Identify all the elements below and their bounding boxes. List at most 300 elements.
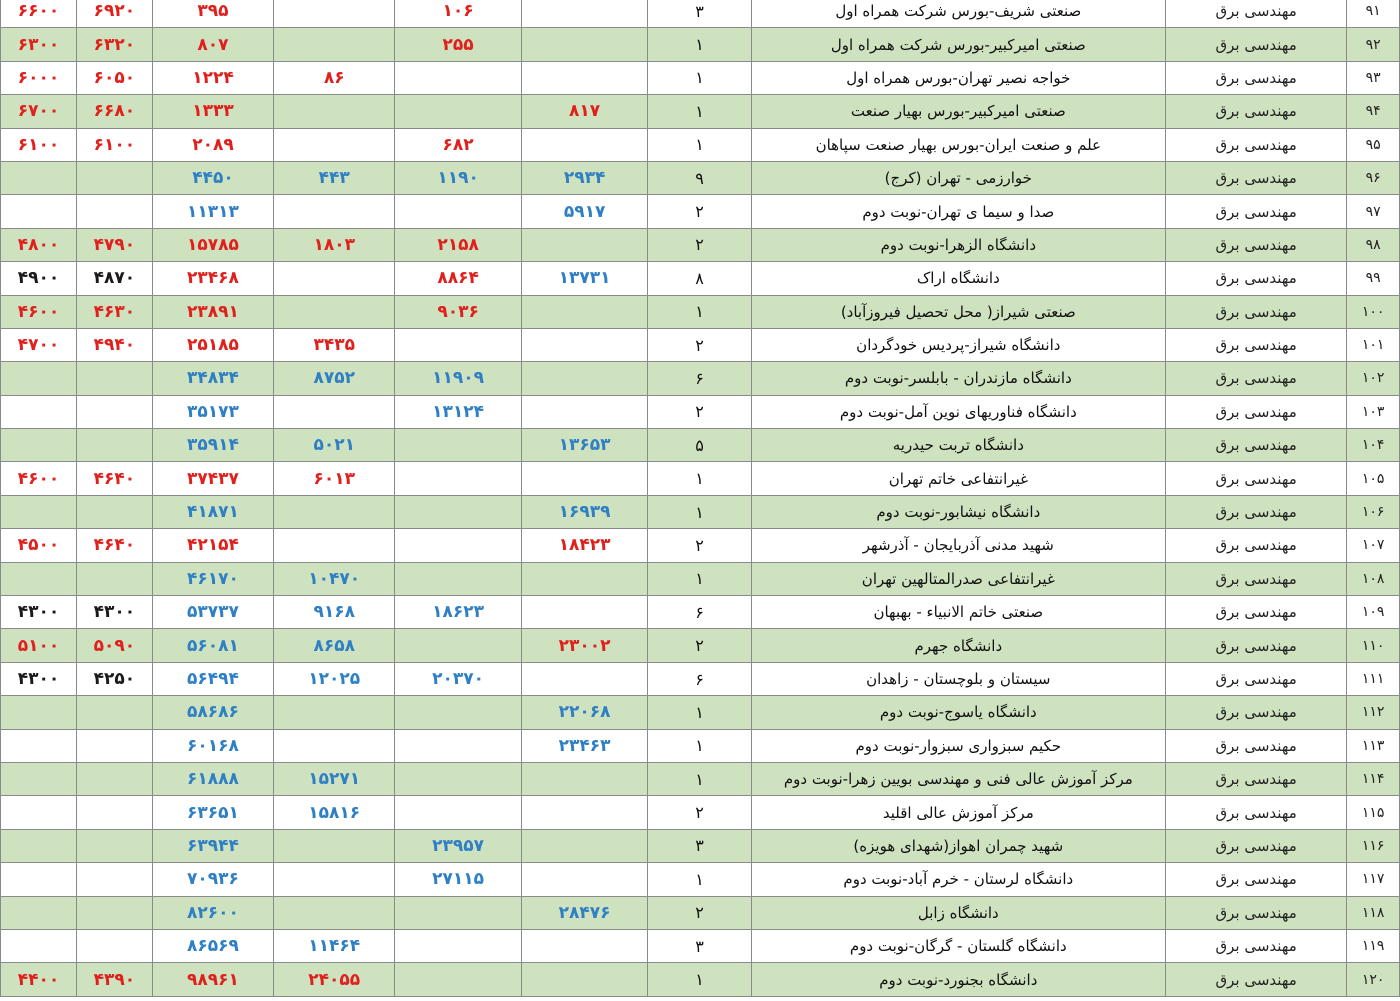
rank-col-3-cell: ۹۱۶۸	[274, 596, 395, 629]
university-cell: صدا و سیما ی تهران-نوبت دوم	[751, 195, 1165, 228]
last-rank-cell: ۸۶۵۶۹	[152, 929, 273, 962]
table-row	[1, 963, 1400, 996]
score-1-cell: ۴۶۳۰	[76, 295, 152, 328]
rank-col-1-cell: ۸۱۷	[521, 95, 648, 128]
university-cell: دانشگاه گلستان - گرگان-نوبت دوم	[751, 929, 1165, 962]
row-number-cell: ۱۰۹	[1347, 596, 1400, 629]
score-2-cell: ۶۶۰۰	[1, 0, 77, 28]
table-row	[1, 395, 1400, 428]
rank-col-1-cell: ۱۸۴۲۳	[521, 529, 648, 562]
score-1-cell	[76, 896, 152, 929]
rank-col-3-cell: ۸۶۵۸	[274, 629, 395, 662]
score-1-cell: ۶۹۲۰	[76, 0, 152, 28]
row-number-cell: ۱۱۲	[1347, 696, 1400, 729]
score-1-cell: ۴۳۰۰	[76, 596, 152, 629]
rank-col-3-cell	[274, 729, 395, 762]
rank-col-1-cell	[521, 829, 648, 862]
rank-col-3-cell	[274, 829, 395, 862]
major-cell: مهندسی برق	[1165, 762, 1346, 795]
rank-col-2-cell	[395, 95, 522, 128]
row-number-cell: ۹۱	[1347, 0, 1400, 28]
score-2-cell	[1, 195, 77, 228]
major-cell: مهندسی برق	[1165, 662, 1346, 695]
last-rank-cell: ۶۰۱۶۸	[152, 729, 273, 762]
row-number-cell: ۱۰۶	[1347, 495, 1400, 528]
rank-col-1-cell	[521, 362, 648, 395]
last-rank-cell: ۲۵۱۸۵	[152, 328, 273, 361]
rank-col-2-cell	[395, 562, 522, 595]
rank-col-1-cell	[521, 295, 648, 328]
last-rank-cell: ۳۷۴۳۷	[152, 462, 273, 495]
rank-col-3-cell: ۱۸۰۳	[274, 228, 395, 261]
score-1-cell: ۶۰۵۰	[76, 61, 152, 94]
capacity-cell: ۵	[648, 429, 751, 462]
capacity-cell: ۲	[648, 629, 751, 662]
table-row	[1, 161, 1400, 194]
last-rank-cell: ۳۴۸۳۴	[152, 362, 273, 395]
major-cell: مهندسی برق	[1165, 596, 1346, 629]
rank-col-3-cell	[274, 529, 395, 562]
major-cell: مهندسی برق	[1165, 829, 1346, 862]
rank-col-3-cell	[274, 0, 395, 28]
university-cell: غیرانتفاعی صدرالمتالهین تهران	[751, 562, 1165, 595]
rank-col-1-cell	[521, 28, 648, 61]
row-number-cell: ۱۱۶	[1347, 829, 1400, 862]
last-rank-cell: ۳۵۱۷۳	[152, 395, 273, 428]
last-rank-cell: ۵۶۴۹۴	[152, 662, 273, 695]
score-1-cell	[76, 195, 152, 228]
row-number-cell: ۹۴	[1347, 95, 1400, 128]
major-cell: مهندسی برق	[1165, 863, 1346, 896]
major-cell: مهندسی برق	[1165, 629, 1346, 662]
rank-col-1-cell	[521, 128, 648, 161]
score-2-cell	[1, 495, 77, 528]
table-row	[1, 929, 1400, 962]
row-number-cell: ۹۶	[1347, 161, 1400, 194]
last-rank-cell: ۴۴۵۰	[152, 161, 273, 194]
table-row	[1, 61, 1400, 94]
capacity-cell: ۲	[648, 228, 751, 261]
score-1-cell: ۴۸۷۰	[76, 262, 152, 295]
last-rank-cell: ۴۶۱۷۰	[152, 562, 273, 595]
row-number-cell: ۱۱۸	[1347, 896, 1400, 929]
capacity-cell: ۱	[648, 28, 751, 61]
rank-col-2-cell	[395, 762, 522, 795]
rank-col-1-cell: ۱۳۷۳۱	[521, 262, 648, 295]
university-cell: شهید مدنی آذربایجان - آذرشهر	[751, 529, 1165, 562]
score-2-cell: ۶۷۰۰	[1, 95, 77, 128]
rank-col-1-cell: ۲۳۰۰۲	[521, 629, 648, 662]
score-2-cell	[1, 729, 77, 762]
row-number-cell: ۱۰۰	[1347, 295, 1400, 328]
capacity-cell: ۲	[648, 796, 751, 829]
university-cell: صنعتی خاتم الانبیاء - بهبهان	[751, 596, 1165, 629]
capacity-cell: ۱	[648, 562, 751, 595]
rank-col-3-cell: ۴۴۳	[274, 161, 395, 194]
score-1-cell: ۶۳۲۰	[76, 28, 152, 61]
score-2-cell	[1, 562, 77, 595]
last-rank-cell: ۲۳۴۶۸	[152, 262, 273, 295]
table-row	[1, 662, 1400, 695]
university-cell: دانشگاه الزهرا-نوبت دوم	[751, 228, 1165, 261]
rank-col-3-cell	[274, 262, 395, 295]
last-rank-cell: ۱۱۳۱۳	[152, 195, 273, 228]
score-1-cell	[76, 395, 152, 428]
table-row	[1, 228, 1400, 261]
score-2-cell: ۴۸۰۰	[1, 228, 77, 261]
rank-col-2-cell	[395, 529, 522, 562]
university-cell: صنعتی شریف-بورس شرکت همراه اول	[751, 0, 1165, 28]
rank-col-2-cell	[395, 696, 522, 729]
rank-col-1-cell	[521, 562, 648, 595]
rank-col-2-cell: ۹۰۳۶	[395, 295, 522, 328]
last-rank-cell: ۸۰۷	[152, 28, 273, 61]
score-1-cell	[76, 161, 152, 194]
table-row	[1, 796, 1400, 829]
major-cell: مهندسی برق	[1165, 562, 1346, 595]
row-number-cell: ۱۱۱	[1347, 662, 1400, 695]
capacity-cell: ۶	[648, 362, 751, 395]
last-rank-cell: ۵۶۰۸۱	[152, 629, 273, 662]
row-number-cell: ۱۰۸	[1347, 562, 1400, 595]
university-cell: حکیم سبزواری سبزوار-نوبت دوم	[751, 729, 1165, 762]
table-row	[1, 629, 1400, 662]
rank-col-3-cell: ۱۵۲۷۱	[274, 762, 395, 795]
row-number-cell: ۱۰۵	[1347, 462, 1400, 495]
rank-col-1-cell: ۲۲۰۶۸	[521, 696, 648, 729]
university-cell: دانشگاه شیراز-پردیس خودگردان	[751, 328, 1165, 361]
rank-col-1-cell: ۲۳۴۶۳	[521, 729, 648, 762]
rank-col-1-cell	[521, 328, 648, 361]
score-1-cell: ۴۶۴۰	[76, 462, 152, 495]
table-row	[1, 195, 1400, 228]
rank-col-3-cell: ۸۶	[274, 61, 395, 94]
score-2-cell	[1, 161, 77, 194]
table-row	[1, 0, 1400, 28]
major-cell: مهندسی برق	[1165, 729, 1346, 762]
last-rank-cell: ۶۳۹۴۴	[152, 829, 273, 862]
major-cell: مهندسی برق	[1165, 896, 1346, 929]
university-cell: دانشگاه زابل	[751, 896, 1165, 929]
rank-col-3-cell	[274, 696, 395, 729]
row-number-cell: ۹۲	[1347, 28, 1400, 61]
rank-col-2-cell	[395, 796, 522, 829]
university-cell: غیرانتفاعی خاتم تهران	[751, 462, 1165, 495]
university-cell: خوارزمی - تهران (کرج)	[751, 161, 1165, 194]
table-row	[1, 462, 1400, 495]
row-number-cell: ۱۰۱	[1347, 328, 1400, 361]
table-row	[1, 128, 1400, 161]
rank-col-3-cell	[274, 95, 395, 128]
last-rank-cell: ۶۱۸۸۸	[152, 762, 273, 795]
row-number-cell: ۱۱۵	[1347, 796, 1400, 829]
rank-col-3-cell	[274, 128, 395, 161]
rank-col-1-cell	[521, 0, 648, 28]
rank-col-2-cell	[395, 429, 522, 462]
capacity-cell: ۳	[648, 929, 751, 962]
rank-col-2-cell	[395, 462, 522, 495]
rank-col-1-cell	[521, 596, 648, 629]
score-2-cell: ۶۳۰۰	[1, 28, 77, 61]
score-2-cell	[1, 362, 77, 395]
rank-col-3-cell: ۱۲۰۲۵	[274, 662, 395, 695]
major-cell: مهندسی برق	[1165, 529, 1346, 562]
rank-col-3-cell: ۲۴۰۵۵	[274, 963, 395, 996]
rank-col-2-cell: ۱۸۶۲۳	[395, 596, 522, 629]
score-1-cell	[76, 929, 152, 962]
university-cell: خواجه نصیر تهران-بورس همراه اول	[751, 61, 1165, 94]
rank-col-1-cell	[521, 462, 648, 495]
university-cell: دانشگاه نیشابور-نوبت دوم	[751, 495, 1165, 528]
rank-col-1-cell	[521, 796, 648, 829]
rank-col-1-cell	[521, 662, 648, 695]
capacity-cell: ۱	[648, 462, 751, 495]
last-rank-cell: ۳۵۹۱۴	[152, 429, 273, 462]
rank-col-2-cell: ۱۱۹۰۹	[395, 362, 522, 395]
score-2-cell: ۴۶۰۰	[1, 295, 77, 328]
score-2-cell: ۶۰۰۰	[1, 61, 77, 94]
row-number-cell: ۹۸	[1347, 228, 1400, 261]
rank-col-1-cell	[521, 228, 648, 261]
rank-col-2-cell: ۲۷۱۱۵	[395, 863, 522, 896]
capacity-cell: ۱	[648, 495, 751, 528]
rank-col-3-cell	[274, 863, 395, 896]
capacity-cell: ۱	[648, 696, 751, 729]
capacity-cell: ۱	[648, 295, 751, 328]
score-1-cell: ۴۷۹۰	[76, 228, 152, 261]
major-cell: مهندسی برق	[1165, 362, 1346, 395]
rank-col-1-cell	[521, 863, 648, 896]
rank-col-2-cell: ۲۰۳۷۰	[395, 662, 522, 695]
rank-col-1-cell	[521, 61, 648, 94]
rank-col-2-cell	[395, 729, 522, 762]
table-row	[1, 596, 1400, 629]
table-row	[1, 696, 1400, 729]
last-rank-cell: ۶۳۶۵۱	[152, 796, 273, 829]
last-rank-cell: ۵۳۷۳۷	[152, 596, 273, 629]
score-1-cell: ۴۶۴۰	[76, 529, 152, 562]
row-number-cell: ۱۱۹	[1347, 929, 1400, 962]
rank-col-1-cell: ۵۹۱۷	[521, 195, 648, 228]
row-number-cell: ۱۱۷	[1347, 863, 1400, 896]
rank-col-1-cell: ۲۹۳۴	[521, 161, 648, 194]
rank-col-2-cell	[395, 896, 522, 929]
score-2-cell: ۶۱۰۰	[1, 128, 77, 161]
rank-col-2-cell	[395, 629, 522, 662]
last-rank-cell: ۷۰۹۳۶	[152, 863, 273, 896]
major-cell: مهندسی برق	[1165, 462, 1346, 495]
rank-col-1-cell	[521, 963, 648, 996]
table-row	[1, 262, 1400, 295]
university-cell: دانشگاه لرستان - خرم آباد-نوبت دوم	[751, 863, 1165, 896]
score-2-cell	[1, 796, 77, 829]
major-cell: مهندسی برق	[1165, 0, 1346, 28]
rank-col-2-cell: ۱۰۶	[395, 0, 522, 28]
score-2-cell	[1, 829, 77, 862]
last-rank-cell: ۸۲۶۰۰	[152, 896, 273, 929]
rank-col-2-cell: ۱۱۹۰	[395, 161, 522, 194]
university-cell: دانشگاه مازندران - بابلسر-نوبت دوم	[751, 362, 1165, 395]
row-number-cell: ۱۰۳	[1347, 395, 1400, 428]
major-cell: مهندسی برق	[1165, 295, 1346, 328]
capacity-cell: ۹	[648, 161, 751, 194]
capacity-cell: ۱	[648, 95, 751, 128]
university-cell: صنعتی امیرکبیر-بورس شرکت همراه اول	[751, 28, 1165, 61]
table-row	[1, 529, 1400, 562]
row-number-cell: ۱۰۷	[1347, 529, 1400, 562]
capacity-cell: ۱	[648, 963, 751, 996]
major-cell: مهندسی برق	[1165, 128, 1346, 161]
capacity-cell: ۲	[648, 395, 751, 428]
rank-col-2-cell: ۱۳۱۲۴	[395, 395, 522, 428]
last-rank-cell: ۱۲۲۴	[152, 61, 273, 94]
capacity-cell: ۱	[648, 128, 751, 161]
table-row	[1, 762, 1400, 795]
capacity-cell: ۲	[648, 896, 751, 929]
university-cell: دانشگاه یاسوج-نوبت دوم	[751, 696, 1165, 729]
capacity-cell: ۱	[648, 61, 751, 94]
rank-col-3-cell: ۵۰۲۱	[274, 429, 395, 462]
last-rank-cell: ۵۸۶۸۶	[152, 696, 273, 729]
last-rank-cell: ۱۵۷۸۵	[152, 228, 273, 261]
major-cell: مهندسی برق	[1165, 429, 1346, 462]
table-row	[1, 429, 1400, 462]
capacity-cell: ۱	[648, 762, 751, 795]
capacity-cell: ۸	[648, 262, 751, 295]
major-cell: مهندسی برق	[1165, 495, 1346, 528]
rank-col-2-cell	[395, 963, 522, 996]
score-1-cell: ۴۲۵۰	[76, 662, 152, 695]
university-cell: صنعتی شیراز( محل تحصیل فیروزآباد)	[751, 295, 1165, 328]
rank-col-2-cell: ۲۳۹۵۷	[395, 829, 522, 862]
row-number-cell: ۹۹	[1347, 262, 1400, 295]
score-1-cell	[76, 696, 152, 729]
score-2-cell: ۴۵۰۰	[1, 529, 77, 562]
major-cell: مهندسی برق	[1165, 61, 1346, 94]
score-2-cell: ۴۷۰۰	[1, 328, 77, 361]
rank-col-2-cell	[395, 495, 522, 528]
rank-col-1-cell: ۱۳۶۵۳	[521, 429, 648, 462]
capacity-cell: ۲	[648, 328, 751, 361]
score-1-cell: ۶۶۸۰	[76, 95, 152, 128]
table-row	[1, 295, 1400, 328]
rank-col-2-cell: ۲۱۵۸	[395, 228, 522, 261]
last-rank-cell: ۲۰۸۹	[152, 128, 273, 161]
score-1-cell	[76, 863, 152, 896]
rank-col-1-cell: ۲۸۴۷۶	[521, 896, 648, 929]
row-number-cell: ۱۱۰	[1347, 629, 1400, 662]
score-1-cell: ۴۹۴۰	[76, 328, 152, 361]
major-cell: مهندسی برق	[1165, 228, 1346, 261]
capacity-cell: ۲	[648, 529, 751, 562]
score-2-cell	[1, 395, 77, 428]
score-1-cell	[76, 562, 152, 595]
rank-col-3-cell	[274, 495, 395, 528]
score-1-cell	[76, 729, 152, 762]
rank-col-2-cell	[395, 929, 522, 962]
row-number-cell: ۱۱۳	[1347, 729, 1400, 762]
major-cell: مهندسی برق	[1165, 929, 1346, 962]
university-cell: دانشگاه اراک	[751, 262, 1165, 295]
score-1-cell	[76, 495, 152, 528]
table-row	[1, 495, 1400, 528]
row-number-cell: ۱۱۴	[1347, 762, 1400, 795]
rank-col-3-cell	[274, 28, 395, 61]
university-cell: شهید چمران اهواز(شهدای هویزه)	[751, 829, 1165, 862]
major-cell: مهندسی برق	[1165, 28, 1346, 61]
row-number-cell: ۹۵	[1347, 128, 1400, 161]
rank-col-3-cell	[274, 896, 395, 929]
row-number-cell: ۹۷	[1347, 195, 1400, 228]
score-2-cell	[1, 696, 77, 729]
rank-col-3-cell	[274, 195, 395, 228]
table-row	[1, 95, 1400, 128]
row-number-cell: ۱۲۰	[1347, 963, 1400, 996]
university-cell: مرکز آموزش عالی فنی و مهندسی بویین زهرا-نوبت دوم	[751, 762, 1165, 795]
university-cell: علم و صنعت ایران-بورس بهیار صنعت سپاهان	[751, 128, 1165, 161]
rank-col-2-cell: ۲۵۵	[395, 28, 522, 61]
score-2-cell	[1, 863, 77, 896]
capacity-cell: ۶	[648, 596, 751, 629]
score-2-cell: ۵۱۰۰	[1, 629, 77, 662]
rank-col-3-cell: ۶۰۱۳	[274, 462, 395, 495]
rank-col-1-cell	[521, 762, 648, 795]
major-cell: مهندسی برق	[1165, 696, 1346, 729]
score-1-cell	[76, 829, 152, 862]
university-cell: دانشگاه بجنورد-نوبت دوم	[751, 963, 1165, 996]
capacity-cell: ۳	[648, 829, 751, 862]
rank-col-3-cell: ۱۱۴۶۴	[274, 929, 395, 962]
score-2-cell	[1, 762, 77, 795]
major-cell: مهندسی برق	[1165, 963, 1346, 996]
rank-col-3-cell: ۸۷۵۲	[274, 362, 395, 395]
university-cell: دانشگاه جهرم	[751, 629, 1165, 662]
table-row	[1, 896, 1400, 929]
capacity-cell: ۶	[648, 662, 751, 695]
rank-col-3-cell	[274, 295, 395, 328]
university-cell: مرکز آموزش عالی اقلید	[751, 796, 1165, 829]
rank-col-1-cell	[521, 929, 648, 962]
score-2-cell	[1, 929, 77, 962]
last-rank-cell: ۹۸۹۶۱	[152, 963, 273, 996]
rank-col-1-cell	[521, 395, 648, 428]
rank-col-3-cell: ۱۵۸۱۶	[274, 796, 395, 829]
capacity-cell: ۲	[648, 195, 751, 228]
row-number-cell: ۹۳	[1347, 61, 1400, 94]
rank-col-2-cell: ۸۸۶۴	[395, 262, 522, 295]
score-2-cell	[1, 429, 77, 462]
rank-col-3-cell: ۱۰۴۷۰	[274, 562, 395, 595]
rank-col-3-cell	[274, 395, 395, 428]
row-number-cell: ۱۰۴	[1347, 429, 1400, 462]
table-row	[1, 562, 1400, 595]
last-rank-cell: ۲۳۸۹۱	[152, 295, 273, 328]
university-cell: دانشگاه تربت حیدریه	[751, 429, 1165, 462]
major-cell: مهندسی برق	[1165, 796, 1346, 829]
university-cell: دانشگاه فناوریهای نوین آمل-نوبت دوم	[751, 395, 1165, 428]
last-rank-cell: ۴۱۸۷۱	[152, 495, 273, 528]
score-2-cell: ۴۳۰۰	[1, 596, 77, 629]
score-2-cell: ۴۳۰۰	[1, 662, 77, 695]
major-cell: مهندسی برق	[1165, 262, 1346, 295]
score-1-cell: ۴۳۹۰	[76, 963, 152, 996]
table-row	[1, 729, 1400, 762]
table-body	[1, 0, 1400, 996]
rank-col-2-cell	[395, 61, 522, 94]
major-cell: مهندسی برق	[1165, 95, 1346, 128]
rank-col-2-cell	[395, 195, 522, 228]
table-row	[1, 328, 1400, 361]
